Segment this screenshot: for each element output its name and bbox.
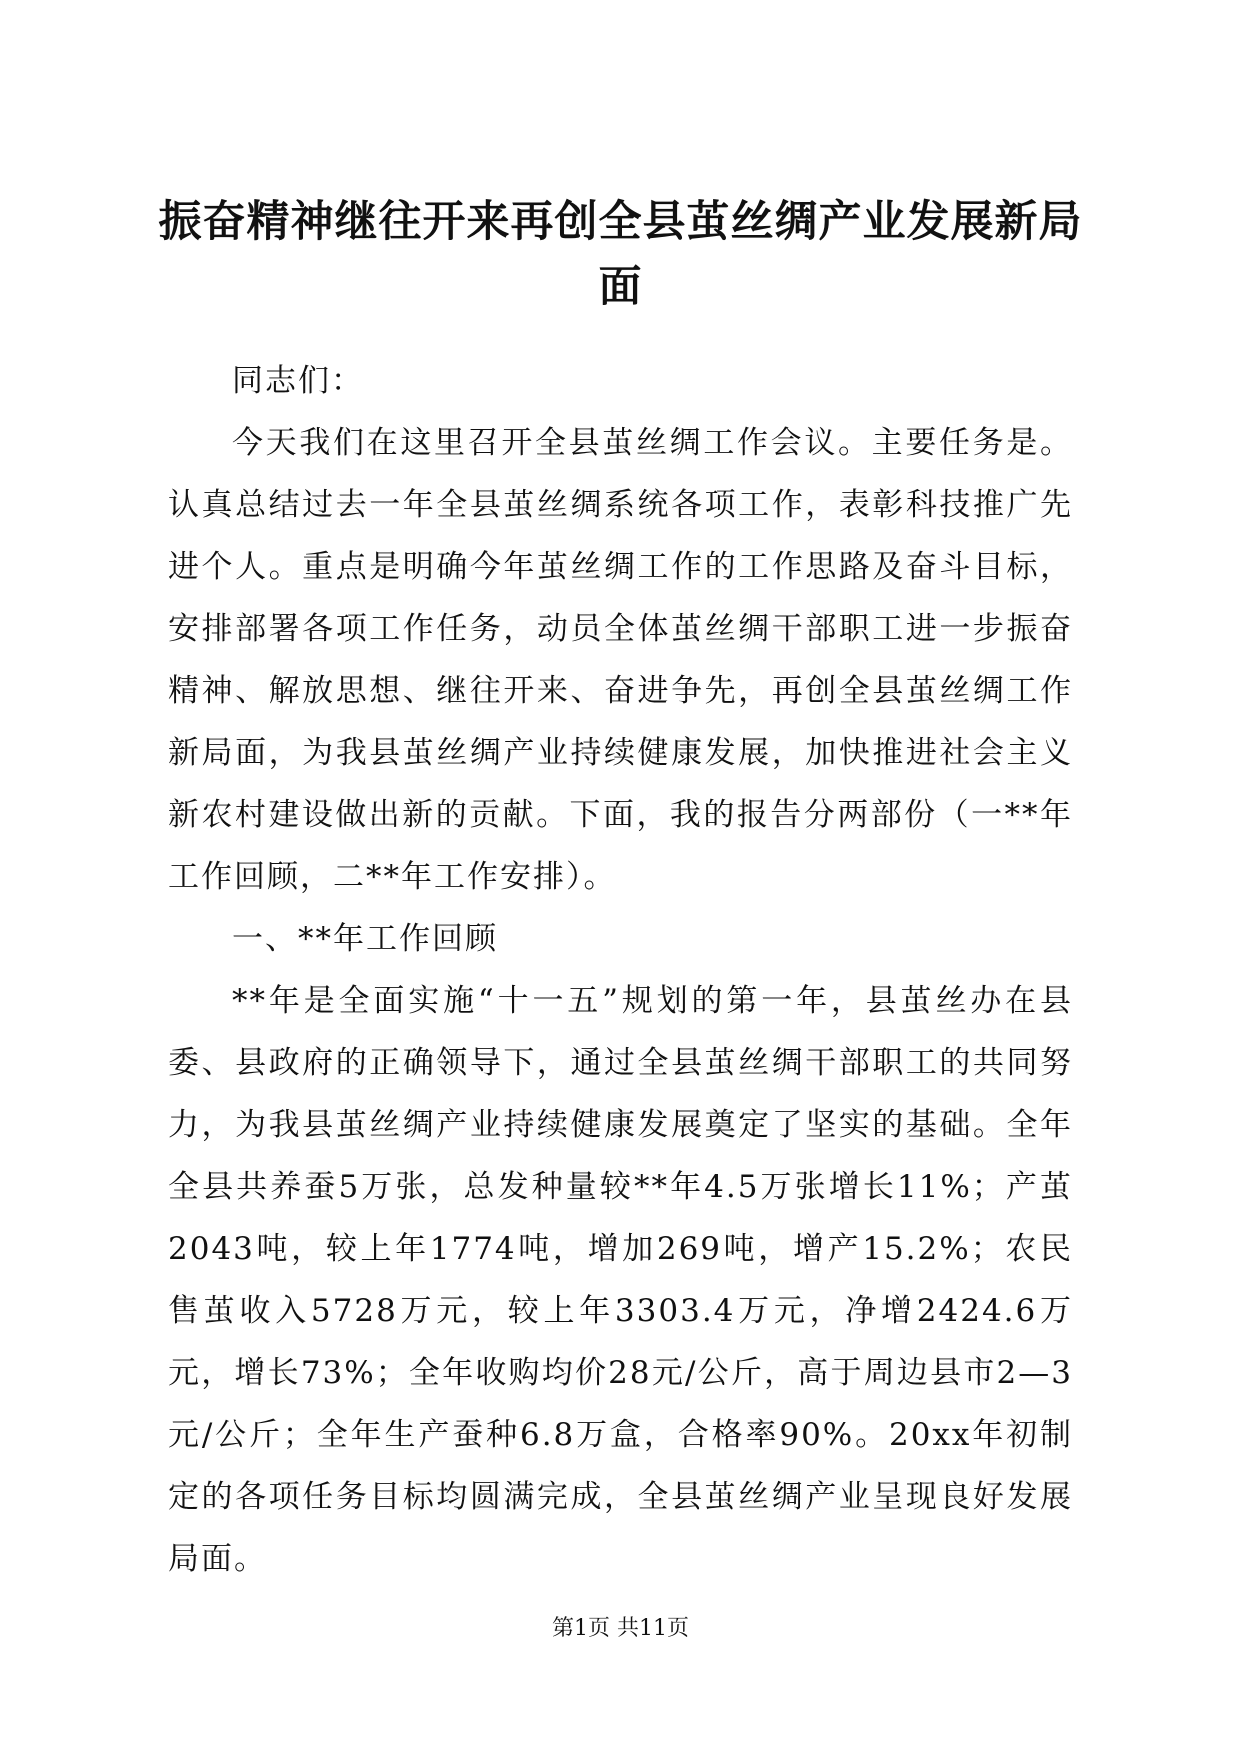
document-title: 振奋精神继往开来再创全县茧丝绸产业发展新局面 <box>158 197 1083 312</box>
section-heading: 一、**年工作回顾 <box>232 921 498 957</box>
page-footer: 第1页 共11页 <box>552 1616 689 1641</box>
salutation: 同志们： <box>232 363 364 399</box>
paragraph-review: **年是全面实施“十一五”规划的第一年，县茧丝办在县委、县政府的正确领导下，通过全县茧丝绸干部职工的共同努力，为我县茧丝绸产业持续健康发展奠定了坚实的基础。全年全县共养蚕5万张，总发种量较**年4.5万张增长11%；产茧2043吨，较上年1774吨，增加269吨，增产15.2%；农民售茧收入5728万元，较上年3303.4万元，净增2424.6万元，增长73%；全年收购均价28元/公斤，高于周边县市2—3元/公斤；全年生产蚕种6.8万盒，合格率90%。20xx年初制定的各项任务目标均圆满完成，全县茧丝绸产业呈现良好发展局面。 <box>168 983 1073 1577</box>
paragraph-intro: 今天我们在这里召开全县茧丝绸工作会议。主要任务是。认真总结过去一年全县茧丝绸系统各项工作，表彰科技推广先进个人。重点是明确今年茧丝绸工作的工作思路及奋斗目标，安排部署各项工作任务，动员全体茧丝绸干部职工进一步振奋精神、解放思想、继往开来、奋进争先，再创全县茧丝绸工作新局面，为我县茧丝绸产业持续健康发展，加快推进社会主义新农村建设做出新的贡献。下面，我的报告分两部份（一**年工作回顾，二**年工作安排）。 <box>168 425 1073 895</box>
document-body <box>168 350 1073 1590</box>
